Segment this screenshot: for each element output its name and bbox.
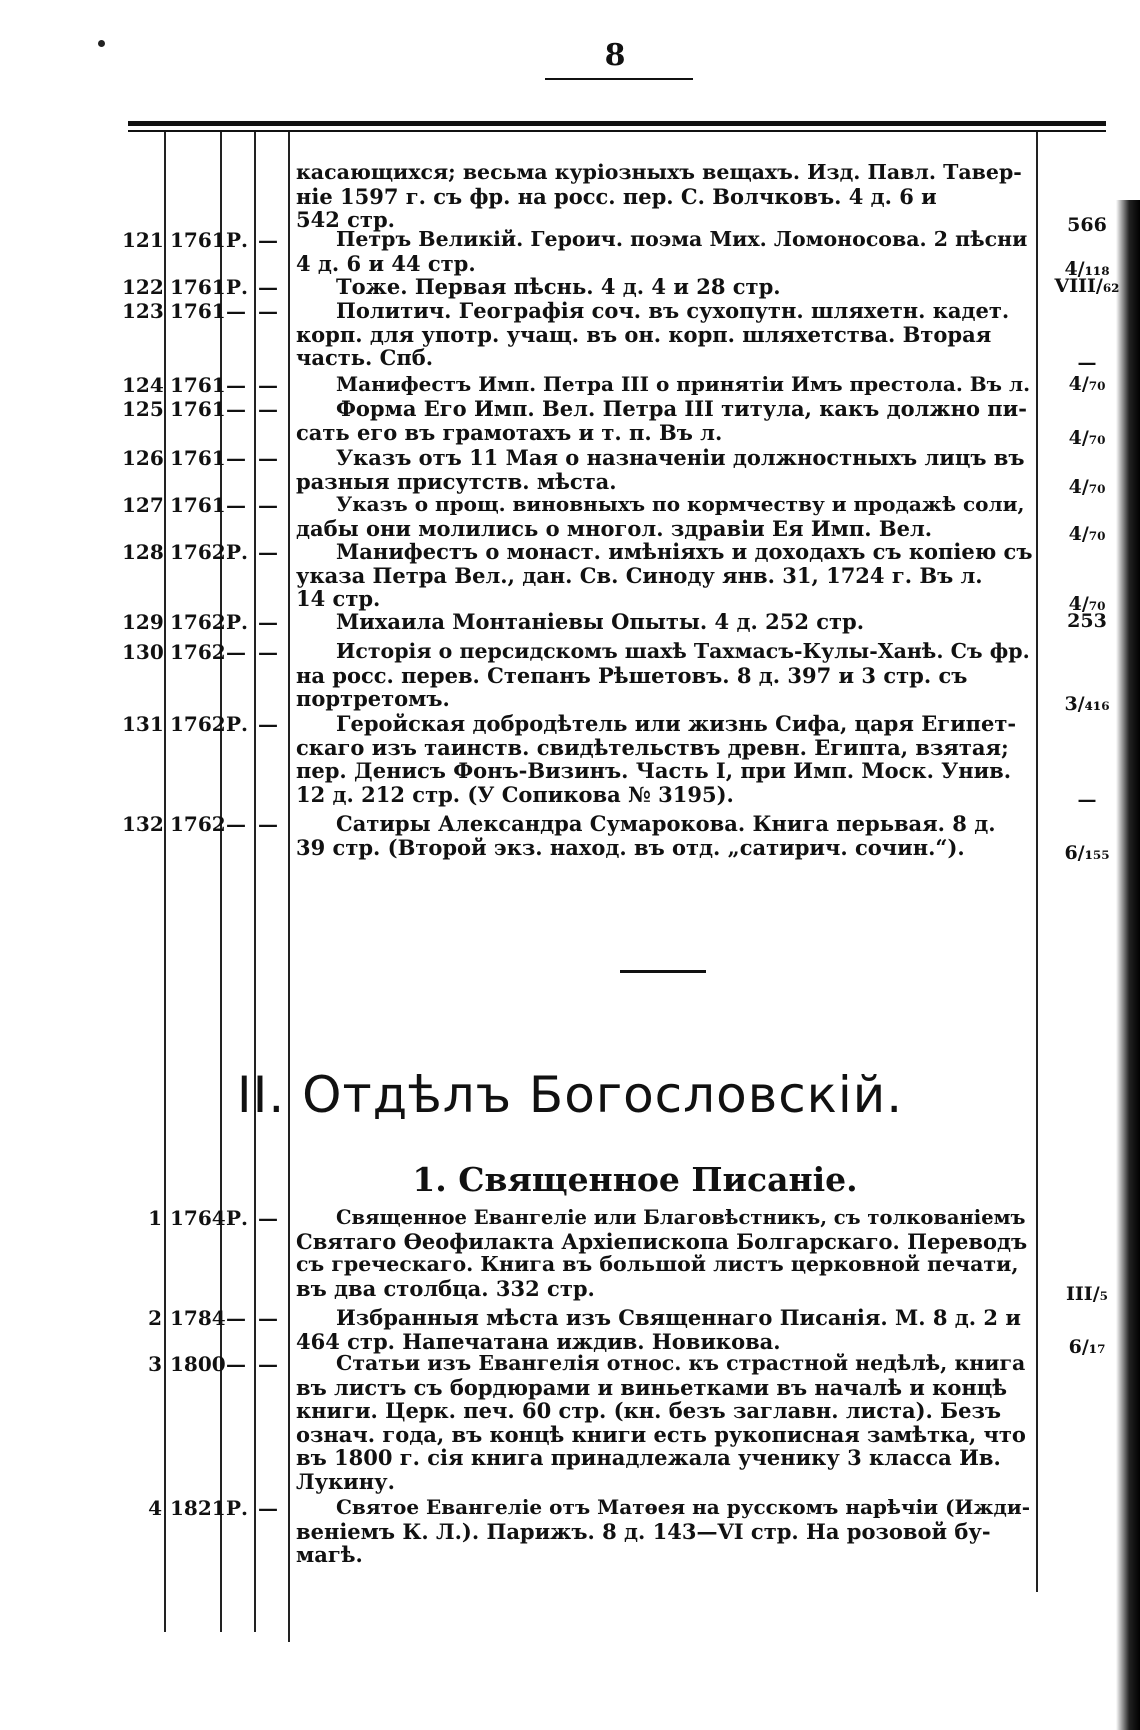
entry-mark: — [258, 1306, 278, 1330]
entry-number: 121 [122, 228, 164, 252]
entry-number: 125 [122, 397, 164, 421]
entry-number: 123 [122, 299, 164, 323]
entry-year: 1761 [170, 275, 226, 299]
entry-year: 1762 [170, 640, 226, 664]
entry-text-line: 464 стр. Напечатана иждив. Новикова. [296, 1328, 781, 1354]
entry-year: 1784 [170, 1306, 226, 1330]
entry-mark: — [258, 712, 278, 736]
entry-text-line: Святое Евангеліе отъ Матѳея на русскомъ нарѣчіи (Ижди- [336, 1495, 1031, 1519]
entry-number: 132 [122, 812, 164, 836]
entry-year: 1800 [170, 1352, 226, 1376]
entry-mark: — [258, 397, 278, 421]
entry-text-line: Указъ о прощ. виновныхъ по кормчеству и продажѣ соли, [336, 492, 1025, 516]
entry-language: Р. [226, 1206, 249, 1230]
entry-mark: — [258, 493, 278, 517]
entry-number: 1 [148, 1206, 162, 1230]
entry-text-line: ніе 1597 г. съ фр. на росс. пер. С. Волчковъ. 4 д. 6 и [296, 183, 937, 209]
entry-language: — [226, 299, 246, 323]
entry-reference: 4/₇₀ [1068, 426, 1106, 449]
entry-language: — [226, 1306, 246, 1330]
entry-text-line: часть. Спб. [296, 345, 434, 370]
entry-year: 1761 [170, 373, 226, 397]
entry-mark: — [258, 446, 278, 470]
entry-mark: — [258, 1206, 278, 1230]
entry-language: — [226, 373, 246, 397]
entry-text-line: съ греческаго. Книга въ большой листъ церковной печати, [296, 1252, 1019, 1276]
entry-number: 130 [122, 640, 164, 664]
entry-reference: — [1077, 352, 1097, 374]
entry-language: — [226, 493, 246, 517]
entry-language: — [226, 1352, 246, 1376]
entry-number: 129 [122, 610, 164, 634]
entry-text-line: на росс. перев. Степанъ Рѣшетовъ. 8 д. 397 и 3 стр. съ [296, 662, 968, 688]
entry-text-line: 12 д. 212 стр. (У Сопикова № 3195). [296, 781, 734, 807]
entry-year: 1761 [170, 446, 226, 470]
entry-mark: — [258, 373, 278, 397]
entry-text-line: скаго изъ таинств. свидѣтельствъ древн. Египта, взятая; [296, 734, 1009, 760]
entry-language: — [226, 397, 246, 421]
entry-year: 1761 [170, 397, 226, 421]
page-number: 8 [604, 38, 626, 73]
entry-text-line: Михаила Монтаніевы Опыты. 4 д. 252 стр. [336, 609, 865, 634]
entry-year: 1762 [170, 812, 226, 836]
entry-text-line: Исторія о персидскомъ шахѣ Тахмасъ-Кулы-Ханѣ. Съ фр. [336, 639, 1030, 663]
entry-language: Р. [226, 228, 249, 252]
entry-mark: — [258, 228, 278, 252]
entry-reference: 4/₇₀ [1068, 522, 1106, 545]
entry-number: 2 [148, 1306, 162, 1330]
entry-year: 1762 [170, 540, 226, 564]
entry-text-line: Манифестъ Имп. Петра III о принятіи Имъ престола. Въ л. [336, 372, 1031, 396]
entry-language: — [226, 446, 246, 470]
entry-text-line: Тоже. Первая пѣснь. 4 д. 4 и 28 стр. [336, 274, 781, 299]
entry-text-line: указа Петра Вел., дан. Св. Синоду янв. 31, 1724 г. Въ л. [296, 562, 983, 588]
entry-reference: 6/₁₇ [1068, 1335, 1106, 1358]
entry-text-line: магѣ. [296, 1542, 363, 1567]
entry-text-line: Форма Его Имп. Вел. Петра III титула, какъ должно пи- [336, 396, 1027, 421]
entry-text-line: корп. для употр. учащ. въ он. корп. шляхетства. Вторая [296, 321, 992, 347]
entry-number: 131 [122, 712, 164, 736]
entry-text-line: Указъ отъ 11 Мая о назначеніи должностныхъ лицъ въ [336, 445, 1025, 470]
entry-text-line: Святаго Ѳеофилакта Архіепископа Болгарскаго. Переводъ [296, 1228, 1028, 1254]
entry-year: 1762 [170, 712, 226, 736]
entry-reference: 6/₁₅₅ [1064, 841, 1110, 864]
entry-reference: 4/₇₀ [1068, 373, 1106, 395]
entry-language: — [226, 640, 246, 664]
entry-text-line: 14 стр. [296, 586, 381, 611]
entry-text-line: означ. года, въ концѣ книги есть рукописная замѣтка, что [296, 1421, 1026, 1447]
entry-year: 1761 [170, 299, 226, 323]
entry-text-line: сать его въ грамотахъ и т. п. Въ л. [296, 419, 723, 445]
entry-text-line: Политич. Географія соч. въ сухопутн. шляхетн. кадет. [336, 298, 1010, 323]
entry-number: 127 [122, 493, 164, 517]
entry-text-line: въ листъ съ бордюрами и виньетками въ началѣ и концѣ [296, 1374, 1007, 1400]
entry-reference: III/₅ [1066, 1282, 1108, 1305]
entry-reference: — [1077, 788, 1097, 811]
entry-year: 1762 [170, 610, 226, 634]
entry-reference: 253 [1067, 610, 1107, 632]
entry-text-line: Сатиры Александра Сумарокова. Книга перьвая. 8 д. [336, 811, 996, 836]
entry-reference: 4/₁₁₈ [1064, 257, 1110, 280]
entry-number: 122 [122, 275, 164, 299]
entry-number: 124 [122, 373, 164, 397]
entry-text-line: касающихся; весьма куріозныхъ вещахъ. Изд. Павл. Тавер- [296, 160, 1022, 184]
entry-language: — [226, 812, 246, 836]
section-title: II. Отдѣлъ Богословскій. [236, 1066, 904, 1124]
entry-text-line: книги. Церк. печ. 60 стр. (кн. безъ заглавн. листа). Безъ [296, 1398, 1001, 1423]
entry-reference: 4/₇₀ [1068, 593, 1106, 615]
entry-reference: 3/₄₁₆ [1064, 693, 1110, 715]
entry-text-line: пер. Денисъ Фонъ-Визинъ. Часть I, при Имп. Моск. Унив. [296, 758, 1012, 783]
entry-year: 1764 [170, 1206, 226, 1230]
entry-text-line: 39 стр. (Второй экз. наход. въ отд. „сатирич. сочин.“). [296, 834, 965, 860]
entry-mark: — [258, 299, 278, 323]
entry-mark: — [258, 640, 278, 664]
entry-text-line: Статьи изъ Евангелія относ. къ страстной недѣлѣ, книга [336, 1351, 1026, 1375]
entry-mark: — [258, 540, 278, 564]
entry-language: Р. [226, 1496, 249, 1520]
entry-text-line: Геройская добродѣтель или жизнь Сифа, царя Египет- [336, 711, 1017, 736]
entry-year: 1821 [170, 1496, 226, 1520]
entry-text-line: 542 стр. [296, 207, 395, 232]
entry-text-line: 4 д. 6 и 44 стр. [296, 250, 476, 276]
entry-text-line: Избранныя мѣста изъ Священнаго Писанія. М. 8 д. 2 и [336, 1305, 1021, 1330]
entry-mark: — [258, 1352, 278, 1376]
entry-number: 126 [122, 446, 164, 470]
entry-text-line: разныя присутств. мѣста. [296, 468, 617, 494]
entry-number: 128 [122, 540, 164, 564]
entry-mark: — [258, 812, 278, 836]
entry-reference: 566 [1067, 214, 1107, 236]
entry-text-line: въ два столбца. 332 стр. [296, 1275, 595, 1301]
entry-number: 3 [148, 1352, 162, 1376]
entry-year: 1761 [170, 493, 226, 517]
entry-reference: VIII/₆₂ [1054, 275, 1120, 297]
entry-text-line: веніемъ К. Л.). Парижъ. 8 д. 143—VI стр. На розовой бу- [296, 1518, 991, 1544]
entry-mark: — [258, 610, 278, 634]
entry-text-line: Священное Евангеліе или Благовѣстникъ, съ толкованіемъ [336, 1206, 1026, 1229]
entry-text-line: Лукину. [296, 1468, 395, 1494]
entry-language: Р. [226, 712, 249, 736]
entry-mark: — [258, 1496, 278, 1520]
subsection-title: 1. Священное Писаніе. [412, 1160, 858, 1199]
entry-reference: 4/₇₀ [1068, 475, 1106, 498]
entry-language: Р. [226, 540, 249, 564]
entry-mark: — [258, 275, 278, 299]
entry-language: Р. [226, 610, 249, 634]
entry-text-line: портретомъ. [296, 686, 450, 711]
entry-year: 1761 [170, 228, 226, 252]
entry-text-line: Петръ Великій. Героич. поэма Мих. Ломоносова. 2 пѣсни [336, 227, 1028, 251]
entry-text-line: Манифестъ о монаст. имѣніяхъ и доходахъ съ копіею съ [336, 539, 1033, 564]
entry-text-line: дабы они молились о многол. здравіи Ея Имп. Вел. [296, 515, 933, 541]
entry-language: Р. [226, 275, 249, 299]
entry-text-line: въ 1800 г. сія книга принадлежала ученику 3 класса Ив. [296, 1445, 1001, 1470]
entry-number: 4 [148, 1496, 162, 1520]
